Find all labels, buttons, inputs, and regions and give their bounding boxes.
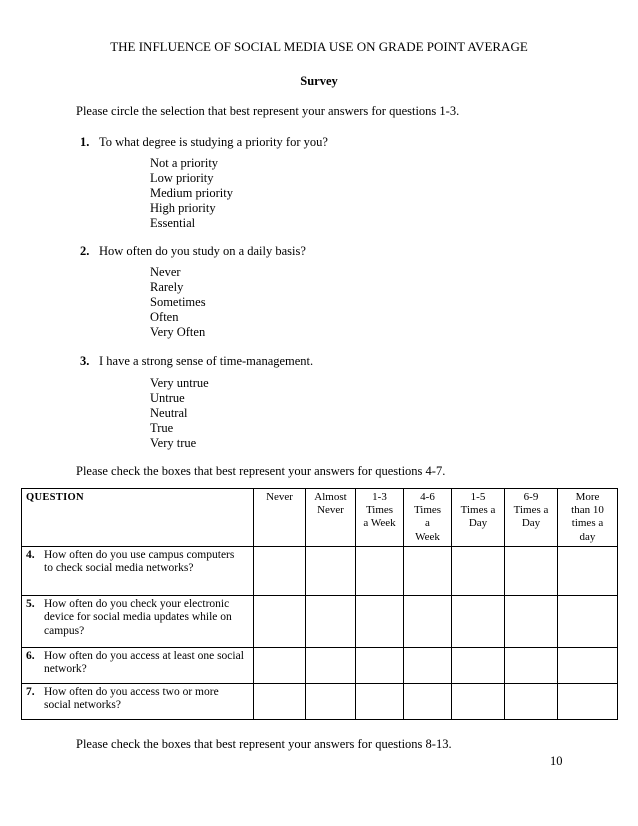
instruction-questions-1-3: Please circle the selection that best represent your answers for questions 1-3. [76,104,460,118]
instruction-questions-8-13: Please check the boxes that best represent your answers for questions 8-13. [76,737,452,751]
answer-checkbox-more-than-10-times-a-day[interactable] [558,683,618,719]
option-true[interactable]: True [150,420,174,435]
answer-checkbox-almost-never[interactable] [306,683,356,719]
answer-checkbox-more-than-10-times-a-day[interactable] [558,647,618,683]
question-column-header: QUESTION [22,489,254,547]
answer-checkbox-1-3-times-a-week[interactable] [356,546,404,595]
question-cell [22,546,254,595]
header-line: Times [413,504,442,517]
header-line: 1-3 [372,491,387,503]
question-2 [80,244,306,259]
column-header-6-9-times-a-day [505,489,558,547]
header-line: Times a [460,504,496,517]
page-number: 10 [550,754,563,768]
question-number: 7. [26,685,35,698]
answer-checkbox-1-3-times-a-week[interactable] [356,595,404,647]
question-number: 4. [26,548,35,561]
answer-checkbox-never[interactable] [254,546,306,595]
header-line: day [579,530,596,543]
answer-checkbox-6-9-times-a-day[interactable] [505,647,558,683]
question-text: How often do you access at least one social network? [44,649,244,676]
column-header-1-3-times-a-week [356,489,404,547]
column-header-more-than-10-times-a-day [558,489,618,547]
option-medium-priority[interactable]: Medium priority [150,185,233,200]
option-very-often[interactable]: Very Often [150,324,206,339]
answer-checkbox-1-5-times-a-day[interactable] [452,546,505,595]
table-row-question-6 [22,647,618,683]
frequency-table [21,488,618,720]
question-text: How often do you study on a daily basis? [99,244,306,258]
header-line: Times [365,504,394,517]
option-often[interactable]: Often [150,309,179,324]
question-text: How often do you use campus computers to check social media networks? [44,548,235,575]
question-cell [22,683,254,719]
answer-checkbox-6-9-times-a-day[interactable] [505,546,558,595]
option-high-priority[interactable]: High priority [150,200,216,215]
table-row-question-7 [22,683,618,719]
answer-checkbox-4-6-times-a-week[interactable] [404,546,452,595]
answer-checkbox-more-than-10-times-a-day[interactable] [558,595,618,647]
option-very-untrue[interactable]: Very untrue [150,376,209,390]
answer-checkbox-never[interactable] [254,647,306,683]
option-sometimes[interactable]: Sometimes [150,294,206,309]
header-line: Never [317,504,344,517]
answer-checkbox-4-6-times-a-week[interactable] [404,647,452,683]
column-header-never [254,489,306,547]
option-not-a-priority[interactable]: Not a priority [150,156,219,170]
option-rarely[interactable]: Rarely [150,279,184,294]
question-number: 6. [26,649,35,662]
answer-checkbox-almost-never[interactable] [306,647,356,683]
question-text: To what degree is studying a priority for you? [99,135,328,149]
running-header: THE INFLUENCE OF SOCIAL MEDIA USE ON GRADE POINT AVERAGE [110,39,528,54]
header-line: Never [266,491,293,503]
question-cell [22,595,254,647]
answer-checkbox-1-5-times-a-day[interactable] [452,647,505,683]
table-row-question-4 [22,546,618,595]
header-line: 6-9 [523,491,539,503]
question-2-options [150,265,206,340]
question-3-options [150,376,209,451]
header-line: than 10 [571,504,604,517]
answer-checkbox-1-3-times-a-week[interactable] [356,647,404,683]
answer-checkbox-6-9-times-a-day[interactable] [505,683,558,719]
question-number: 1. [80,135,90,149]
table-header-row [22,489,618,547]
question-1-options [150,156,233,231]
header-line: More [575,491,600,503]
header-line: 1-5 [470,491,486,503]
question-text: I have a strong sense of time-management. [99,354,314,368]
instruction-questions-4-7: Please check the boxes that best represent your answers for questions 4-7. [76,464,446,478]
answer-checkbox-4-6-times-a-week[interactable] [404,595,452,647]
answer-checkbox-more-than-10-times-a-day[interactable] [558,546,618,595]
question-number: 5. [26,597,35,610]
question-cell [22,647,254,683]
column-header-1-5-times-a-day [452,489,505,547]
answer-checkbox-1-5-times-a-day[interactable] [452,683,505,719]
table-row-question-5 [22,595,618,647]
answer-checkbox-4-6-times-a-week[interactable] [404,683,452,719]
question-text: How often do you access two or more social networks? [44,685,219,712]
option-neutral[interactable]: Neutral [150,405,188,420]
column-header-4-6-times-a-week [404,489,452,547]
option-low-priority[interactable]: Low priority [150,170,214,185]
answer-checkbox-1-5-times-a-day[interactable] [452,595,505,647]
question-number: 3. [80,354,90,368]
answer-checkbox-never[interactable] [254,595,306,647]
option-untrue[interactable]: Untrue [150,390,185,405]
header-line: a [425,517,430,530]
header-line: Day [468,517,488,530]
question-number: 2. [80,244,90,258]
answer-checkbox-never[interactable] [254,683,306,719]
column-header-almost-never [306,489,356,547]
answer-checkbox-1-3-times-a-week[interactable] [356,683,404,719]
header-line: 4-6 [420,491,435,503]
header-line: Times a [513,504,549,517]
answer-checkbox-almost-never[interactable] [306,546,356,595]
header-line: times a [571,517,604,530]
header-line: a Week [363,517,396,530]
question-text: How often do you check your electronic device for social media updates while on campus? [44,597,232,637]
question-3 [80,354,313,369]
answer-checkbox-6-9-times-a-day[interactable] [505,595,558,647]
header-line: Day [521,517,541,530]
answer-checkbox-almost-never[interactable] [306,595,356,647]
survey-title: Survey [300,74,338,88]
header-line: Week [415,530,440,543]
option-essential[interactable]: Essential [150,215,196,230]
question-1 [80,135,328,150]
option-never[interactable]: Never [150,265,181,279]
option-very-true[interactable]: Very true [150,435,197,450]
header-line: Almost [314,491,347,503]
